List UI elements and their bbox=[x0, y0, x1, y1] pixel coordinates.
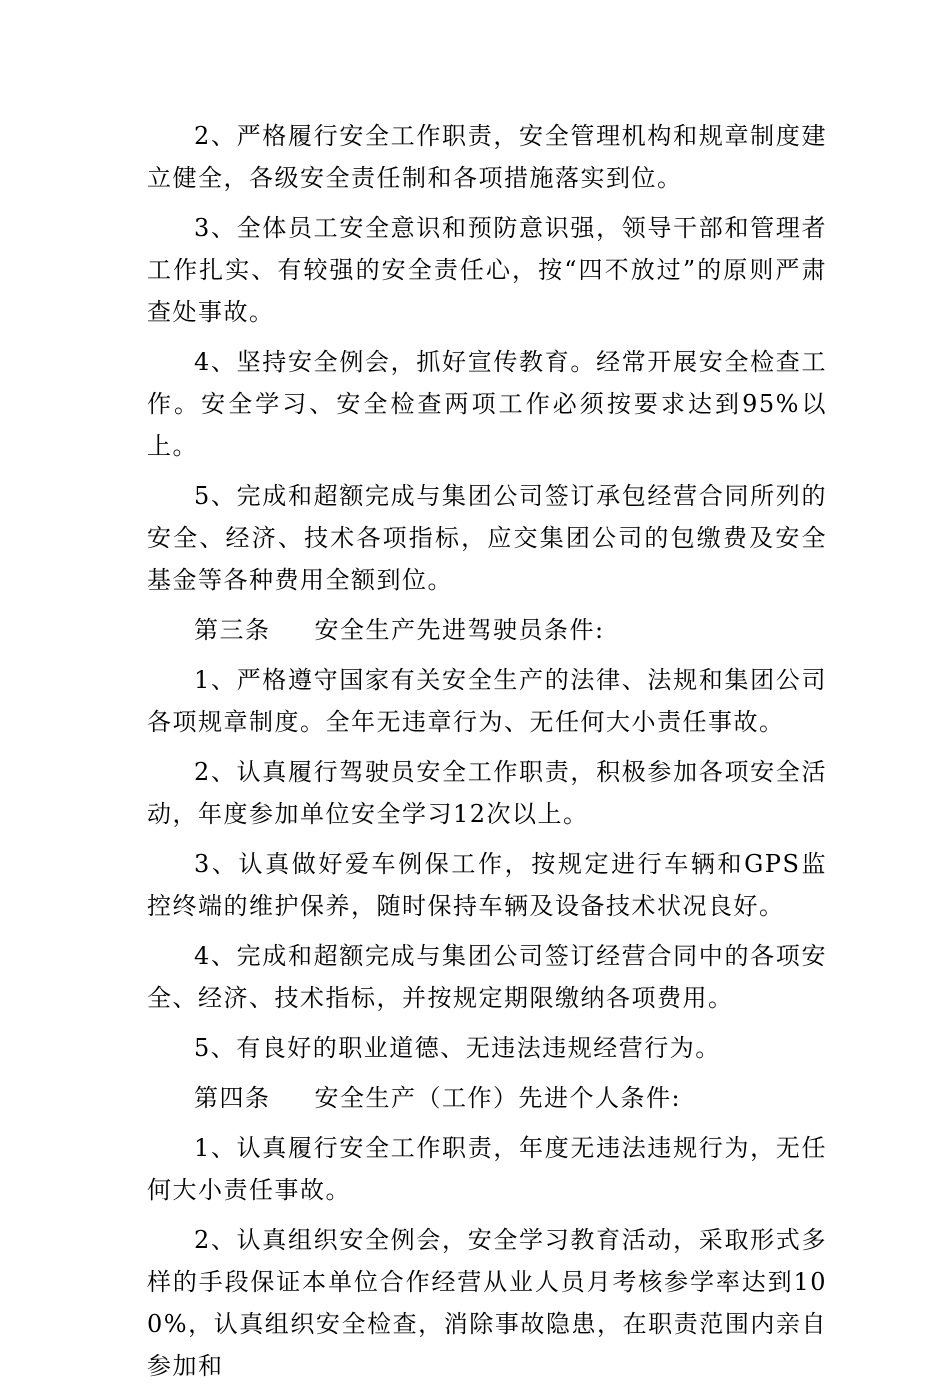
article-three-label: 第三条 bbox=[194, 616, 271, 644]
paragraph-driver-3: 3、认真做好爱车例保工作，按规定进行车辆和GPS监控终端的维护保养，随时保持车辆及设备技术状况良好。 bbox=[147, 850, 827, 920]
document-body bbox=[147, 115, 827, 1395]
paragraph-targets-5: 5、完成和超额完成与集团公司签订承包经营合同所列的安全、经济、技术各项指标，应交集团公司的包缴费及安全基金等各种费用全额到位。 bbox=[147, 482, 827, 594]
article-four-heading bbox=[147, 1077, 827, 1119]
article-three-title: 安全生产先进驾驶员条件: bbox=[314, 616, 605, 644]
paragraph-meeting-4: 4、坚持安全例会，抓好宣传教育。经常开展安全检查工作。安全学习、安全检查两项工作必须按要求达到95%以上。 bbox=[147, 348, 827, 460]
paragraph-driver-4: 4、完成和超额完成与集团公司签订经营合同中的各项安全、经济、技术指标，并按规定期限缴纳各项费用。 bbox=[147, 942, 827, 1012]
article-three-heading bbox=[147, 609, 827, 651]
article-four-label: 第四条 bbox=[194, 1084, 271, 1112]
paragraph-driver-5: 5、有良好的职业道德、无违法违规经营行为。 bbox=[194, 1034, 721, 1062]
paragraph-awareness-3: 3、全体员工安全意识和预防意识强，领导干部和管理者工作扎实、有较强的安全责任心，按“四不放过”的原则严肃查处事故。 bbox=[147, 214, 827, 326]
article-four-title: 安全生产（工作）先进个人条件: bbox=[314, 1084, 682, 1112]
paragraph-driver-2: 2、认真履行驾驶员安全工作职责，积极参加各项安全活动，年度参加单位安全学习12次以上。 bbox=[147, 758, 827, 828]
paragraph-individual-1: 1、认真履行安全工作职责，年度无违法违规行为，无任何大小责任事故。 bbox=[147, 1134, 827, 1204]
paragraph-duty-2: 2、严格履行安全工作职责，安全管理机构和规章制度建立健全，各级安全责任制和各项措施落实到位。 bbox=[147, 122, 827, 192]
paragraph-driver-1: 1、严格遵守国家有关安全生产的法律、法规和集团公司各项规章制度。全年无违章行为、无任何大小责任事故。 bbox=[147, 666, 827, 736]
paragraph-individual-2: 2、认真组织安全例会，安全学习教育活动，采取形式多样的手段保证本单位合作经营从业人员月考核参学率达到100%，认真组织安全检查，消除事故隐患，在职责范围内亲自参加和 bbox=[147, 1226, 827, 1380]
